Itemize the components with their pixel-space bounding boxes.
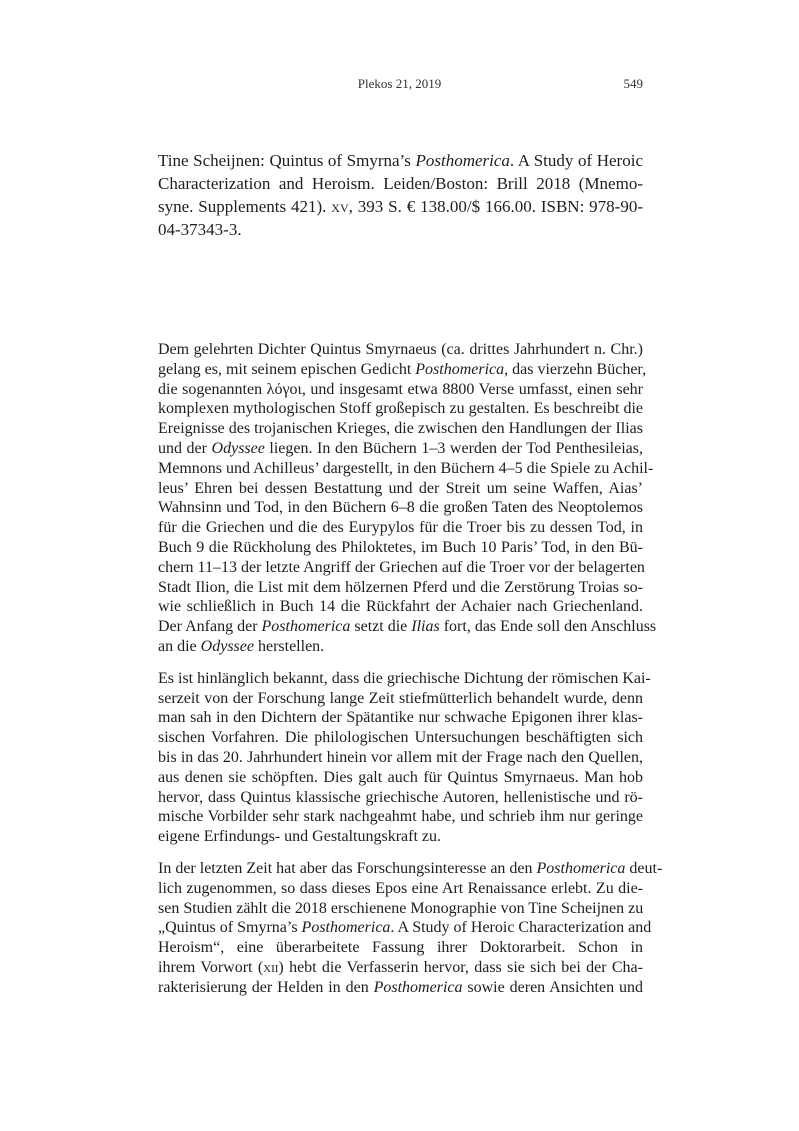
text-line <box>158 218 643 241</box>
text-segment: eigene Erfindungs- und Gestaltungskraft zu. <box>158 828 442 846</box>
text-segment: serzeit von der Forschung lange Zeit stiefmütterlich behandelt wurde, denn <box>158 689 643 707</box>
text-line <box>158 538 643 558</box>
text-line <box>158 172 643 195</box>
text-segment: Heroism“, eine überarbeitete Fassung ihrer Doktorarbeit. Schon in <box>158 939 643 957</box>
text-line <box>158 459 654 479</box>
text-line <box>158 597 643 617</box>
paragraph-3 <box>158 859 663 998</box>
text-segment: sowie deren Ansichten und <box>462 978 643 996</box>
paragraph-1 <box>158 340 657 657</box>
text-line <box>158 617 657 637</box>
text-line <box>158 708 643 728</box>
running-head: Plekos 21, 2019 <box>357 76 442 91</box>
text-segment: fort, das Ende soll den Anschluss <box>439 618 657 636</box>
text-segment: syne. Supplements 421). <box>158 197 332 216</box>
text-line <box>158 479 643 499</box>
text-segment: bis in das 20. Jahrhundert hinein vor allem mit der Frage nach den Quellen, <box>158 748 643 766</box>
review-body <box>158 340 663 1010</box>
text-line <box>158 637 643 657</box>
text-segment: chern 11–13 der letzte Angriff der Griechen auf die Troer vor der belagerten <box>158 558 645 576</box>
text-line <box>158 380 643 400</box>
text-line <box>158 748 643 768</box>
text-segment: Characterization and Heroism. Leiden/Boston: Brill 2018 (Mnemo- <box>158 174 643 193</box>
text-segment: an die <box>158 637 201 655</box>
text-line <box>158 399 643 419</box>
text-segment: Buch 9 die Rückholung des Philoktetes, im Buch 10 Paris’ Tod, in den Bü- <box>158 538 643 556</box>
text-segment: . A Study of Heroic Characterization and <box>390 919 652 937</box>
text-segment: die sogenannten λόγοι, und insgesamt etwa 8800 Verse umfasst, einen sehr <box>158 380 643 398</box>
italic-text: Posthomerica <box>301 919 391 937</box>
text-segment: 04-37343-3. <box>158 220 242 239</box>
text-segment: liegen. In den Büchern 1–3 werden der Tod Penthesileias, <box>264 439 643 457</box>
text-segment: . A Study of Heroic <box>509 151 643 170</box>
text-segment: xii <box>263 958 279 976</box>
text-line <box>158 807 643 827</box>
paragraph-2 <box>158 669 651 847</box>
text-line <box>158 918 652 938</box>
text-segment: sen Studien zählt die 2018 erschienene Monographie von Tine Scheijnen zu <box>158 899 644 917</box>
text-line <box>158 938 643 958</box>
italic-text: Odyssee <box>211 439 265 457</box>
text-segment: man sah in den Dichtern der Spätantike nur schwache Epigonen ihrer klas- <box>158 709 643 727</box>
text-segment: gelang es, mit seinem epischen Gedicht <box>158 360 416 378</box>
text-segment: „Quintus of Smyrna’s <box>158 919 302 937</box>
text-line <box>158 958 643 978</box>
text-line <box>158 558 643 578</box>
review-title <box>158 149 643 241</box>
text-segment: Tine Scheijnen: Quintus of Smyrna’s <box>158 151 416 170</box>
text-segment: Memnons und Achilleus’ dargestellt, in den Büchern 4–5 die Spiele zu Achil- <box>158 459 654 477</box>
text-line <box>158 899 643 919</box>
text-segment: wie schließlich in Buch 14 die Rückfahrt der Achaier nach Griechenland. <box>158 598 643 616</box>
text-segment: sischen Vorfahren. Die philologischen Untersuchungen beschäftigten sich <box>158 729 643 747</box>
text-segment: Ereignisse des trojanischen Krieges, die zwischen den Handlungen der Ilias <box>158 420 643 438</box>
text-segment: , das vierzehn Bücher, <box>504 360 647 378</box>
text-line <box>158 439 643 459</box>
text-segment: rakterisierung der Helden in den <box>158 978 374 996</box>
text-line <box>158 419 643 439</box>
text-line <box>158 360 647 380</box>
text-line <box>158 728 643 748</box>
text-segment: lich zugenommen, so dass dieses Epos eine Art Renaissance erlebt. Zu die- <box>158 879 643 897</box>
text-line <box>158 689 643 709</box>
text-segment: mische Vorbilder sehr stark nachgeahmt habe, und schrieb ihm nur geringe <box>158 808 643 826</box>
text-line <box>158 669 651 689</box>
italic-text: Posthomerica <box>373 978 463 996</box>
text-segment: herstellen. <box>253 637 325 655</box>
text-line <box>158 827 643 847</box>
italic-text: Ilias <box>411 618 440 636</box>
text-line <box>158 498 643 518</box>
text-line <box>158 859 663 879</box>
text-line <box>158 879 643 899</box>
text-segment: Dem gelehrten Dichter Quintus Smyrnaeus (ca. drittes Jahrhundert n. Chr.) <box>158 341 643 358</box>
text-segment: , 393 S. € 138.00/$ 166.00. ISBN: 978-90- <box>348 197 643 216</box>
italic-text: Odyssee <box>200 637 254 655</box>
italic-text: Posthomerica <box>536 859 626 877</box>
text-segment: Stadt Ilion, die List mit dem hölzernen Pferd und die Zerstörung Troias so- <box>158 578 643 596</box>
text-segment: leus’ Ehren bei dessen Bestattung und der Streit um seine Waffen, Aias’ <box>158 479 643 497</box>
text-line <box>158 149 643 172</box>
text-line <box>158 978 643 998</box>
text-segment: komplexen mythologischen Stoff großepisch zu gestalten. Es beschreibt die <box>158 400 643 418</box>
text-line <box>158 768 643 788</box>
text-line <box>158 340 643 360</box>
text-segment: für die Griechen und die des Eurypylos für die Troer bis zu dessen Tod, in <box>158 519 643 537</box>
text-segment: und der <box>158 439 212 457</box>
text-segment: ) hebt die Verfasserin hervor, dass sie sich bei der Cha- <box>278 958 643 976</box>
text-segment: Wahnsinn und Tod, in den Büchern 6–8 die großen Taten des Neoptolemos <box>158 499 643 517</box>
page-number: 549 <box>623 76 643 91</box>
text-segment: aus denen sie schöpften. Dies galt auch für Quintus Smyrnaeus. Man hob <box>158 768 643 786</box>
text-line <box>158 195 643 218</box>
italic-text: Posthomerica <box>415 151 510 170</box>
text-segment: setzt die <box>350 618 412 636</box>
text-line <box>158 578 643 598</box>
text-segment: xv <box>331 197 349 216</box>
text-segment: ihrem Vorwort ( <box>158 958 264 976</box>
text-segment: deut- <box>625 859 663 877</box>
text-segment: hervor, dass Quintus klassische griechische Autoren, hellenistische und rö- <box>158 788 643 806</box>
text-line <box>158 788 643 808</box>
italic-text: Posthomerica <box>261 618 351 636</box>
text-segment: Der Anfang der <box>158 618 262 636</box>
text-segment: Es ist hinlänglich bekannt, dass die griechische Dichtung der römischen Kai- <box>158 669 651 687</box>
text-line <box>158 518 643 538</box>
italic-text: Posthomerica <box>415 360 505 378</box>
text-segment: In der letzten Zeit hat aber das Forschungsinteresse an den <box>158 859 537 877</box>
